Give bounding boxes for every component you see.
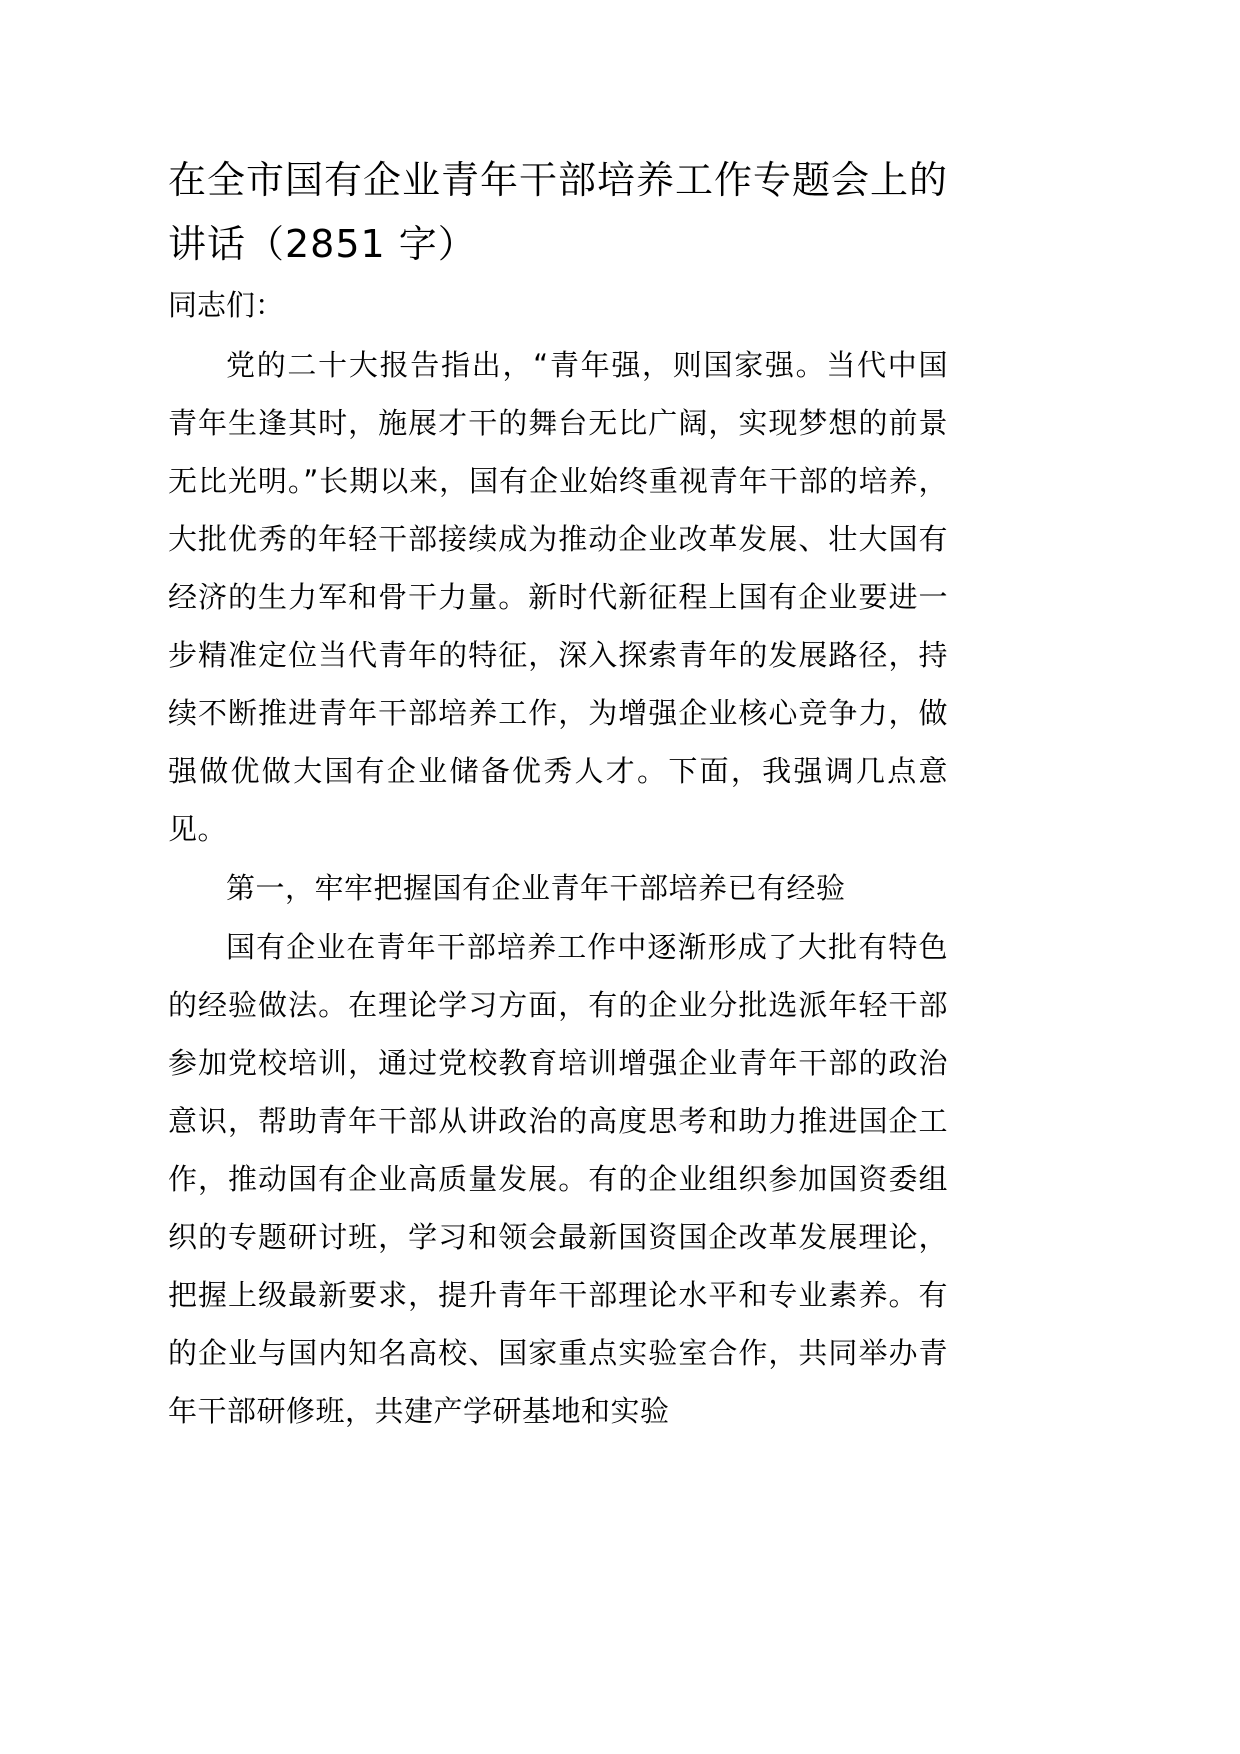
intro-paragraph: 党的二十大报告指出，“青年强，则国家强。当代中国青年生逢其时，施展才干的舞台无比广阔，实现梦想的前景无比光明。”长期以来，国有企业始终重视青年干部的培养，大批优秀的年轻干部接续成为推动企业改革发展、壮大国有经济的生力军和骨干力量。新时代新征程上国有企业要进一步精准定位当代青年的特征，深入探索青年的发展路径，持续不断推进青年干部培养工作，为增强企业核心竞争力，做强做优做大国有企业储备优秀人才。下面，我强调几点意见。 bbox=[168, 348, 948, 846]
section-heading: 第一，牢牢把握国有企业青年干部培养已有经验 bbox=[226, 871, 846, 905]
salutation: 同志们： bbox=[168, 288, 285, 322]
document-title: 在全市国有企业青年干部培养工作专题会上的讲话（2851 字） bbox=[168, 158, 949, 266]
document-page bbox=[168, 148, 948, 1440]
section-paragraph: 国有企业在青年干部培养工作中逐渐形成了大批有特色的经验做法。在理论学习方面，有的企业分批选派年轻干部参加党校培训，通过党校教育培训增强企业青年干部的政治意识，帮助青年干部从讲政治的高度思考和助力推进国企工作，推动国有企业高质量发展。有的企业组织参加国资委组织的专题研讨班，学习和领会最新国资国企改革发展理论，把握上级最新要求，提升青年干部理论水平和专业素养。有的企业与国内知名高校、国家重点实验室合作，共同举办青年干部研修班，共建产学研基地和实验 bbox=[168, 930, 948, 1428]
